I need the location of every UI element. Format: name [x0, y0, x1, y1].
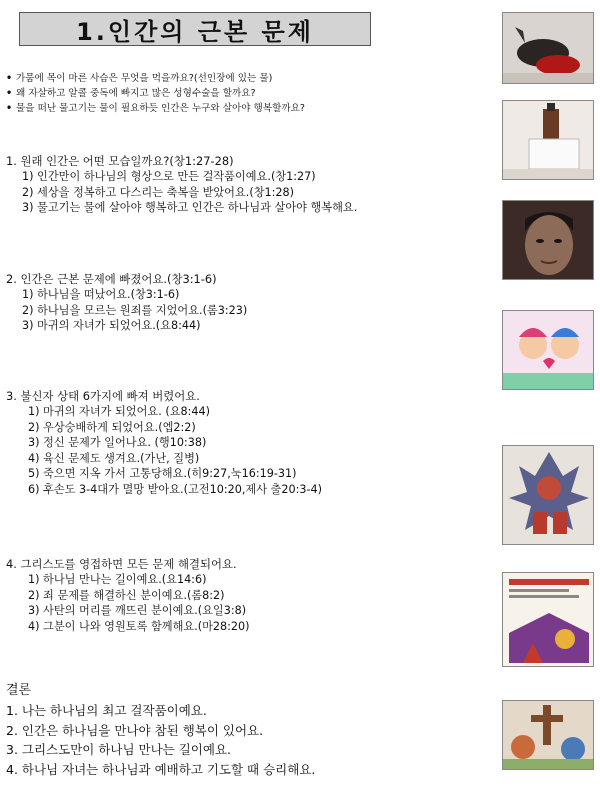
- section-item: 3) 정신 문제가 일어나요. (행10:38): [28, 436, 207, 450]
- section-heading: 4. 그리스도를 영접하면 모든 문제 해결되어요.: [6, 557, 237, 571]
- page-title: 1.인간의 근본 문제: [19, 12, 371, 46]
- intro-bullet-text: 물을 떠난 물고기는 물이 필요하듯 인간은 누구와 살아야 행복할까요?: [16, 103, 305, 114]
- section-item: 3) 마귀의 자녀가 되었어요.(요8:44): [22, 319, 201, 333]
- intro-bullet: [6, 71, 486, 86]
- section-item: 3) 물고기는 물에 살아야 행복하고 인간은 하나님과 살아야 행복해요.: [22, 201, 358, 215]
- section-heading: 1. 원래 인간은 어떤 모습일까요?(창1:27-28): [6, 154, 234, 168]
- section-item: 1) 하나님 만나는 길이예요.(요14:6): [28, 573, 207, 586]
- section-unbeliever-state: [6, 388, 492, 498]
- intro-bullet-text: 가뭄에 목이 마른 사슴은 무엇을 먹을까요?(선인장에 있는 물): [16, 73, 273, 84]
- conclusion-item: 3. 그리스도만이 하나님 만나는 길이예요.: [6, 742, 231, 757]
- bullet-dot-icon: •: [6, 103, 13, 114]
- intro-bullet: [6, 101, 486, 116]
- section-item: 6) 후손도 3-4대가 멸망 받아요.(고전10:20,제사 출20:3-4): [28, 482, 323, 496]
- deer-photo: [502, 12, 594, 84]
- section-item: 1) 마귀의 자녀가 되었어요. (요8:44): [28, 405, 210, 418]
- intro-bullet-text: 왜 자살하고 알콜 중독에 빠지고 많은 성형수술을 할까요?: [16, 88, 256, 99]
- section-original-state: [6, 153, 492, 216]
- intro-bullets: [6, 71, 486, 116]
- section-item: 5) 죽으면 지옥 가서 고통당해요.(히9:27,눅16:19-31): [28, 467, 297, 481]
- section-root-problem: [6, 271, 492, 334]
- cartoon-drawing: [502, 310, 594, 390]
- conclusion-item: 2. 인간은 하나님을 만나야 참된 행복이 있어요.: [6, 722, 264, 738]
- section-heading: 2. 인간은 근본 문제에 빠졌어요.(창3:1-6): [6, 272, 217, 286]
- section-item: 2) 우상숭배하게 되었어요.(엡2:2): [28, 420, 196, 434]
- conclusion-item: 4. 하나님 자녀는 하나님과 예배하고 기도할 때 승리해요.: [6, 761, 316, 777]
- bullet-dot-icon: •: [6, 73, 13, 84]
- section-item: 4) 그분이 나와 영원토록 함께해요.(마28:20): [28, 619, 250, 633]
- section-item: 2) 하나님을 모르는 원죄를 지었어요.(롬3:23): [22, 303, 248, 317]
- section-item: 1) 하나님을 떠났어요.(창3:1-6): [22, 288, 180, 301]
- section-item: 4) 육신 문제도 생겨요.(가난, 질병): [28, 451, 200, 465]
- intro-bullet: [6, 86, 486, 101]
- bullet-dot-icon: •: [6, 88, 13, 99]
- conclusion-item: 1. 나는 하나님의 최고 걸작품이예요.: [6, 703, 207, 718]
- section-item: 2) 죄 문제를 해결하신 분이예요.(롬8:2): [28, 588, 225, 602]
- section-heading: 3. 불신자 상태 6가지에 빠져 버렸어요.: [6, 389, 200, 403]
- demon-drawing: [502, 445, 594, 545]
- section-item: 2) 세상을 정복하고 다스리는 축복을 받았어요.(창1:28): [22, 185, 295, 199]
- section-item: 1) 인간만이 하나님의 형상으로 만든 걸작품이예요.(창1:27): [22, 170, 316, 183]
- section-solution: [6, 556, 492, 634]
- bottle-photo: [502, 100, 594, 180]
- collage-drawing: [502, 700, 594, 770]
- section-item: 3) 사탄의 머리를 깨뜨린 분이예요.(요일3:8): [28, 604, 247, 618]
- booklet-cover: [502, 572, 594, 667]
- conclusion: [6, 681, 492, 779]
- conclusion-title: 결론: [6, 683, 32, 698]
- face-photo: [502, 200, 594, 280]
